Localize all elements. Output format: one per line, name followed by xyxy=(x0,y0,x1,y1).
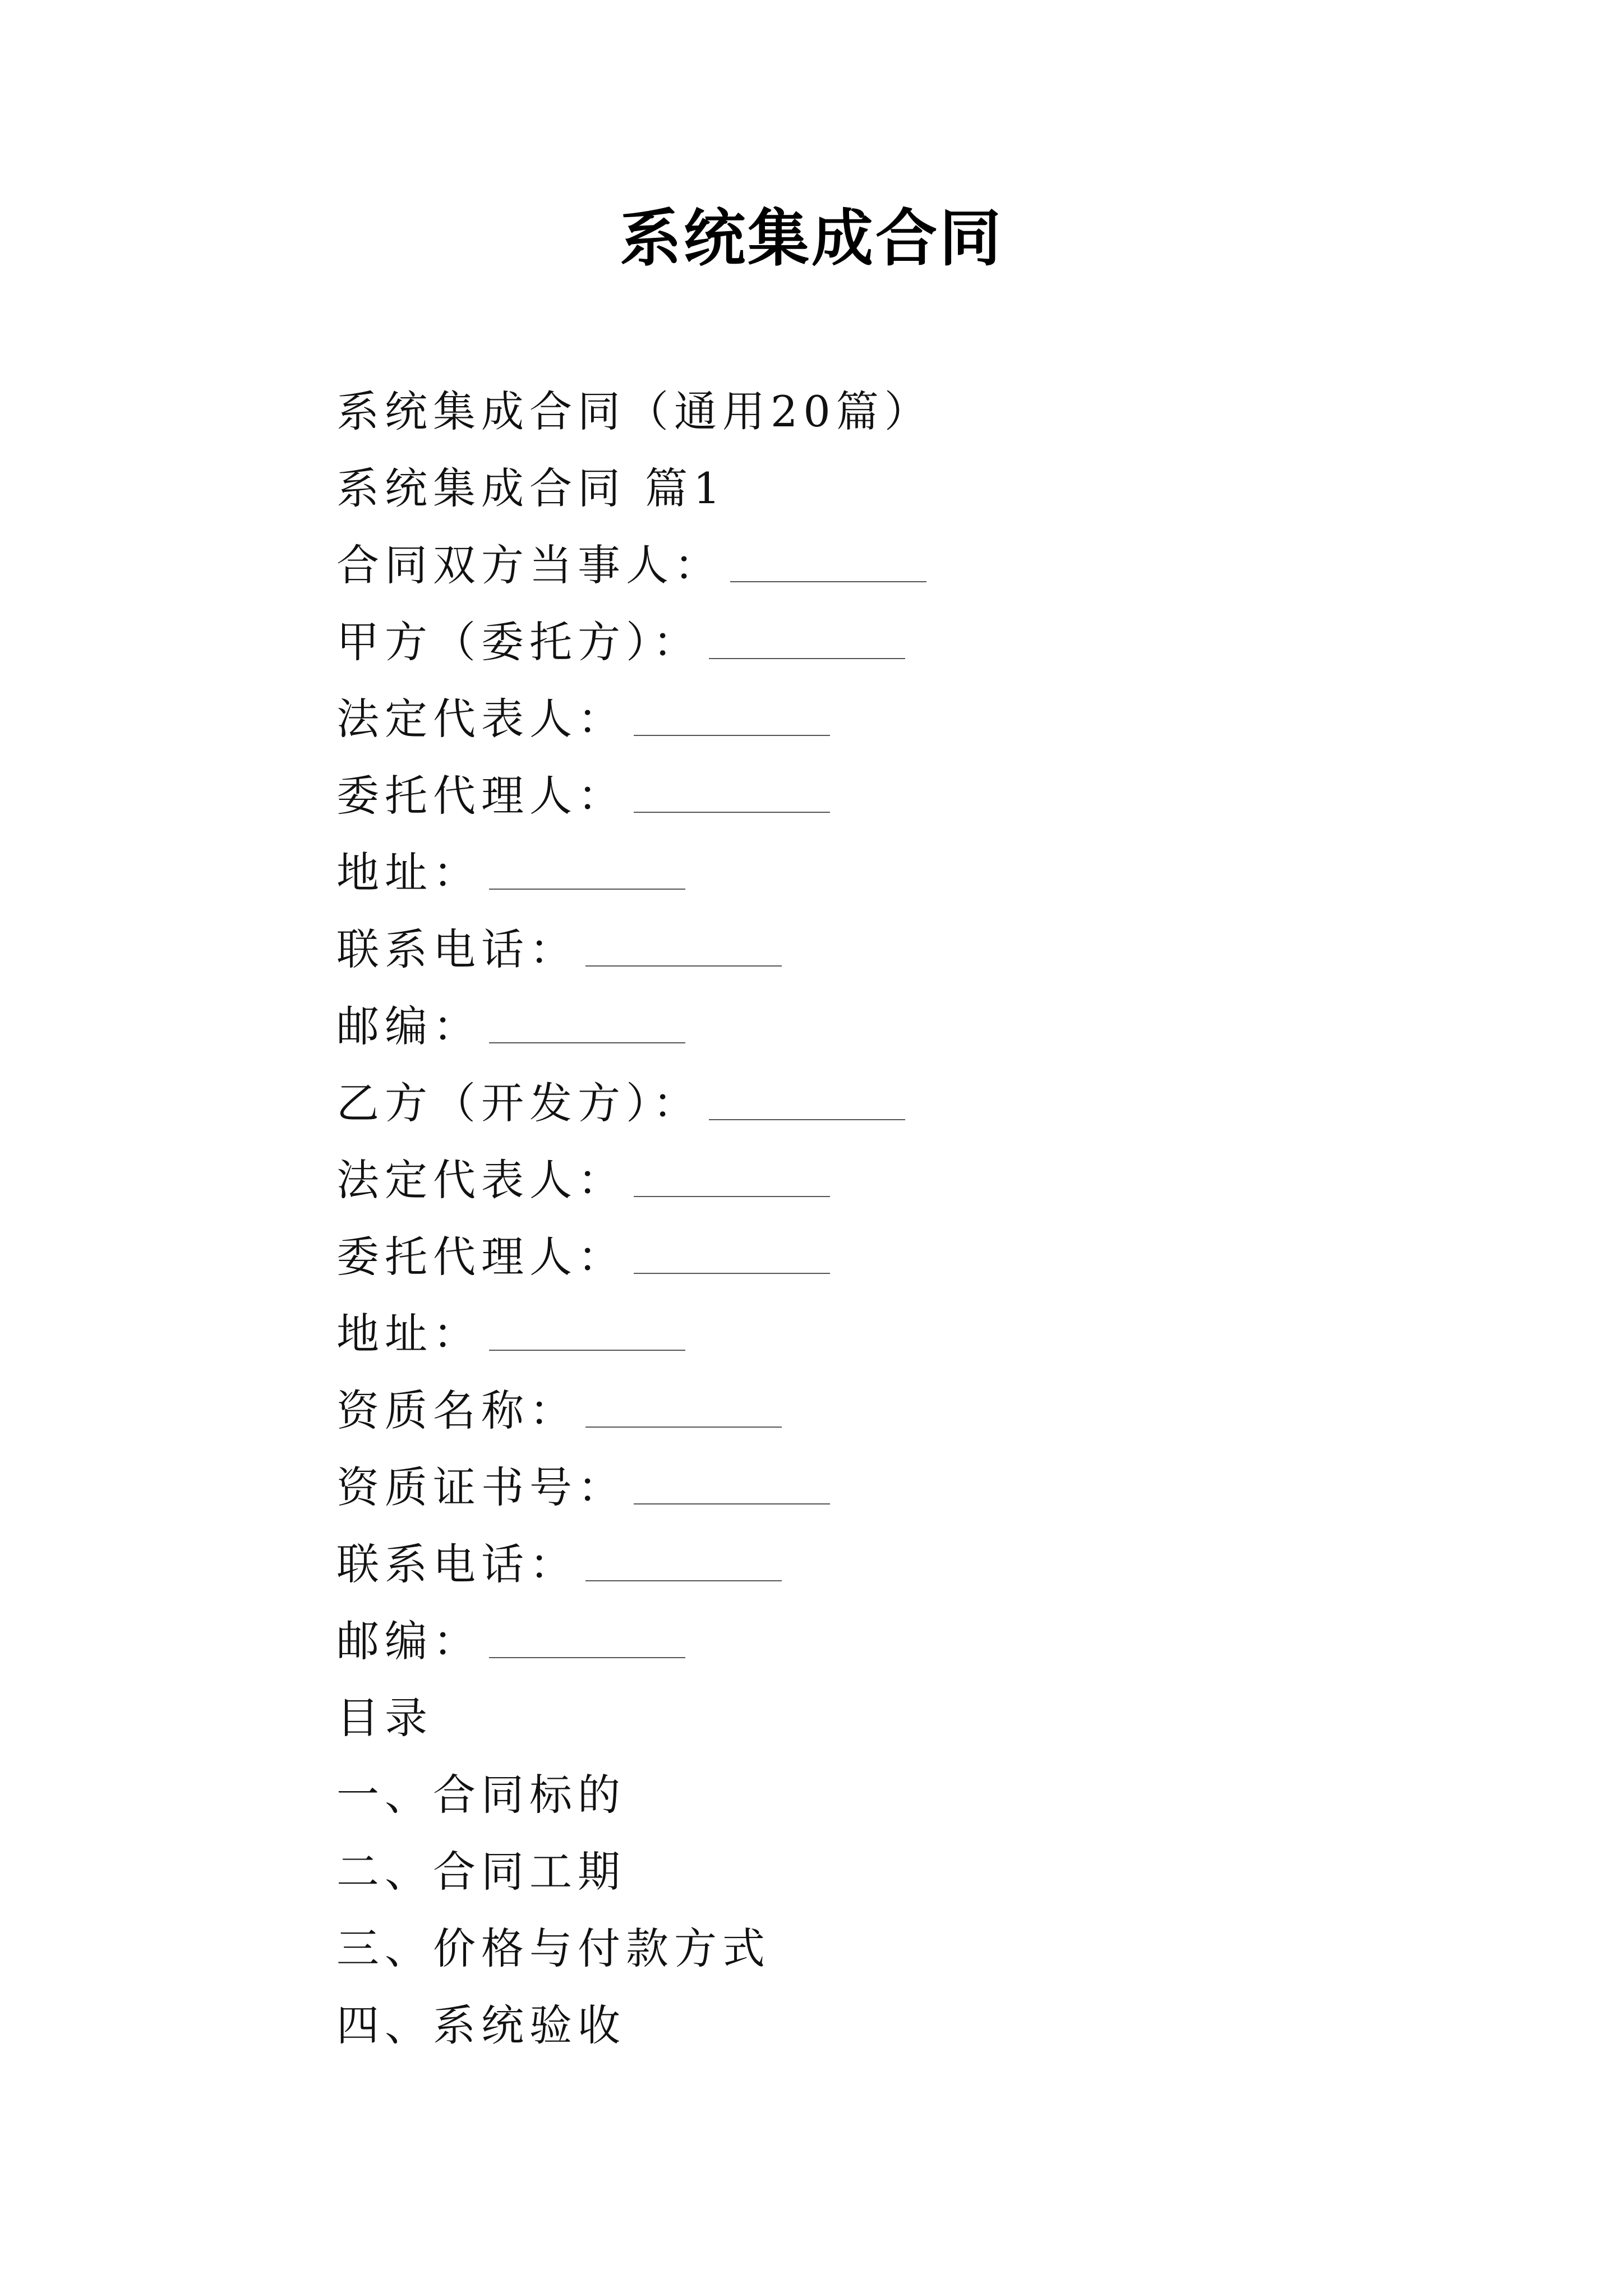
line-text: 一、合同标的 xyxy=(336,1770,626,1820)
line-text: 三、价格与付款方式 xyxy=(336,1924,771,1973)
fill-in-blank xyxy=(730,549,926,582)
form-field-line xyxy=(336,1295,1458,1372)
form-field-line xyxy=(336,680,1458,757)
form-field-line xyxy=(336,1372,1458,1449)
field-label: 法定代表人： xyxy=(336,694,626,744)
fill-in-blank xyxy=(634,1471,830,1504)
form-field-line xyxy=(336,527,1458,604)
field-label: 委托代理人： xyxy=(336,771,626,821)
text-line xyxy=(336,1910,1458,1987)
document-title: 系统集成合同 xyxy=(620,203,1003,274)
field-label: 地址： xyxy=(336,848,481,898)
fill-in-blank xyxy=(634,702,830,736)
fill-in-blank xyxy=(585,1394,782,1428)
document-body xyxy=(336,373,1458,2064)
fill-in-blank xyxy=(634,1240,830,1274)
field-label: 邮编： xyxy=(336,1001,481,1051)
line-text: 系统集成合同（通用20篇） xyxy=(336,386,933,436)
form-field-line xyxy=(336,1603,1458,1680)
field-label: 邮编： xyxy=(336,1616,481,1666)
text-line xyxy=(336,1833,1458,1910)
fill-in-blank xyxy=(489,1317,685,1351)
field-label: 法定代表人： xyxy=(336,1155,626,1205)
form-field-line xyxy=(336,988,1458,1065)
text-line xyxy=(336,1680,1458,1756)
form-field-line xyxy=(336,757,1458,834)
field-label: 委托代理人： xyxy=(336,1232,626,1282)
form-field-line xyxy=(336,1065,1458,1142)
text-line xyxy=(336,1756,1458,1833)
fill-in-blank xyxy=(489,1010,685,1043)
fill-in-blank xyxy=(709,625,905,659)
fill-in-blank xyxy=(489,1625,685,1658)
form-field-line xyxy=(336,1449,1458,1526)
fill-in-blank xyxy=(585,1548,782,1581)
line-text: 目录 xyxy=(336,1693,433,1743)
line-text: 二、合同工期 xyxy=(336,1847,626,1897)
field-label: 甲方（委托方）： xyxy=(336,617,701,667)
fill-in-blank xyxy=(489,856,685,890)
text-line xyxy=(336,450,1458,527)
fill-in-blank xyxy=(634,1163,830,1197)
fill-in-blank xyxy=(709,1087,905,1120)
form-field-line xyxy=(336,1142,1458,1218)
field-label: 地址： xyxy=(336,1309,481,1359)
text-line xyxy=(336,373,1458,450)
form-field-line xyxy=(336,911,1458,988)
field-label: 合同双方当事人： xyxy=(336,540,722,590)
field-label: 资质名称： xyxy=(336,1386,578,1435)
line-text: 系统集成合同 篇1 xyxy=(336,463,726,513)
fill-in-blank xyxy=(585,933,782,967)
form-field-line xyxy=(336,834,1458,911)
field-label: 资质证书号： xyxy=(336,1462,626,1512)
fill-in-blank xyxy=(634,779,830,813)
field-label: 联系电话： xyxy=(336,924,578,974)
form-field-line xyxy=(336,1218,1458,1295)
text-line xyxy=(336,1987,1458,2064)
form-field-line xyxy=(336,1526,1458,1603)
field-label: 乙方（开发方）： xyxy=(336,1078,701,1128)
form-field-line xyxy=(336,604,1458,680)
line-text: 四、系统验收 xyxy=(336,2000,626,2050)
field-label: 联系电话： xyxy=(336,1539,578,1589)
